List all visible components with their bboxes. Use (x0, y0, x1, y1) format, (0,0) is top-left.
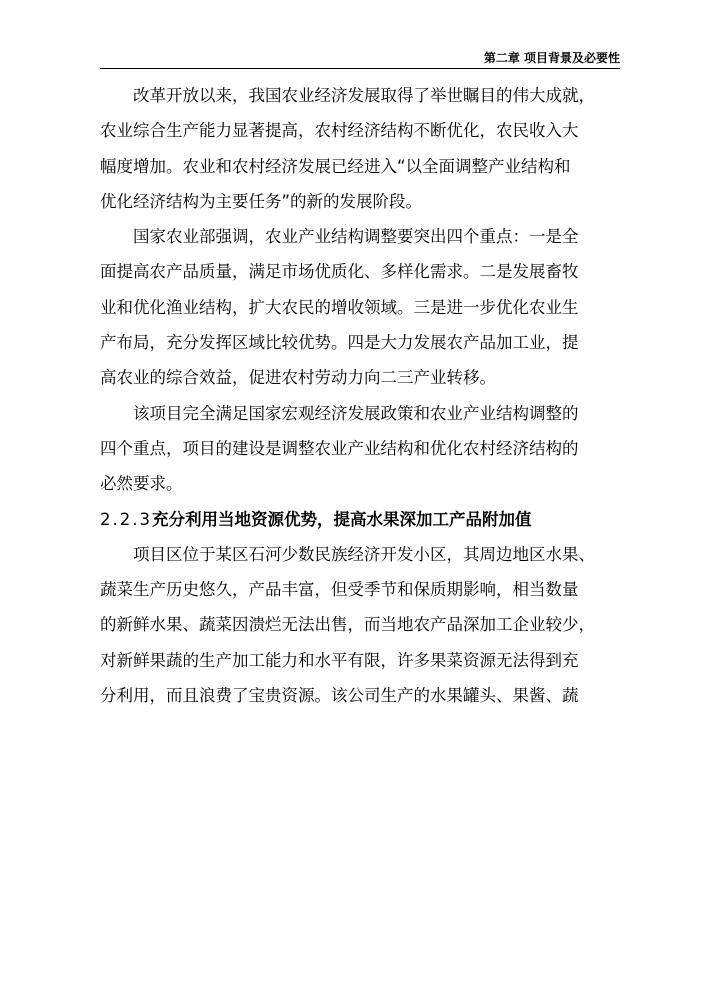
paragraph-reform (100, 78, 622, 219)
text-line: 国家农业部强调，农业产业结构调整要突出四个重点：一是全 (100, 227, 579, 247)
section-number: 2.2.3 (100, 509, 152, 529)
paragraph-project (100, 396, 622, 502)
text-line: 蔬菜生产历史悠久，产品丰富，但受季节和保质期影响，相当数量 (100, 580, 579, 600)
text-line: 项目区位于某区石河少数民族经济开发小区，其周边地区水果、 (100, 544, 595, 564)
text-line: 优化经济结构为主要任务”的新的发展阶段。 (100, 191, 423, 211)
section-title: 充分利用当地资源优势，提高水果深加工产品附加值 (151, 509, 532, 529)
text-line: 的新鲜水果、蔬菜因溃烂无法出售，而当地农产品深加工企业较少， (100, 615, 595, 635)
text-line: 高农业的综合效益，促进农村劳动力向二三产业转移。 (100, 368, 496, 388)
document-body (100, 78, 622, 713)
page-header (100, 48, 620, 69)
paragraph-area (100, 537, 622, 713)
text-line: 分利用，而且浪费了宝贵资源。该公司生产的水果罐头、果酱、蔬 (100, 686, 579, 706)
section-heading (100, 502, 622, 537)
text-line: 该项目完全满足国家宏观经济发展政策和农业产业结构调整的 (100, 403, 579, 423)
text-line: 对新鲜果蔬的生产加工能力和水平有限，许多果菜资源无法得到充 (100, 650, 579, 670)
text-line: 幅度增加。农业和农村经济发展已经进入“以全面调整产业结构和 (100, 156, 571, 176)
text-line: 农业综合生产能力显著提高，农村经济结构不断优化，农民收入大 (100, 121, 579, 141)
text-line: 改革开放以来，我国农业经济发展取得了举世瞩目的伟大成就， (100, 86, 595, 105)
text-line: 必然要求。 (100, 474, 183, 494)
text-line: 面提高农产品质量，满足市场优质化、多样化需求。二是发展畜牧 (100, 262, 579, 282)
text-line: 产布局，充分发挥区域比较优势。四是大力发展农产品加工业，提 (100, 333, 579, 353)
chapter-title: 第二章 项目背景及必要性 (483, 51, 620, 65)
text-line: 业和优化渔业结构，扩大农民的增收领域。三是进一步优化农业生 (100, 297, 579, 317)
text-line: 四个重点，项目的建设是调整农业产业结构和优化农村经济结构的 (100, 438, 579, 458)
paragraph-ministry (100, 219, 622, 395)
